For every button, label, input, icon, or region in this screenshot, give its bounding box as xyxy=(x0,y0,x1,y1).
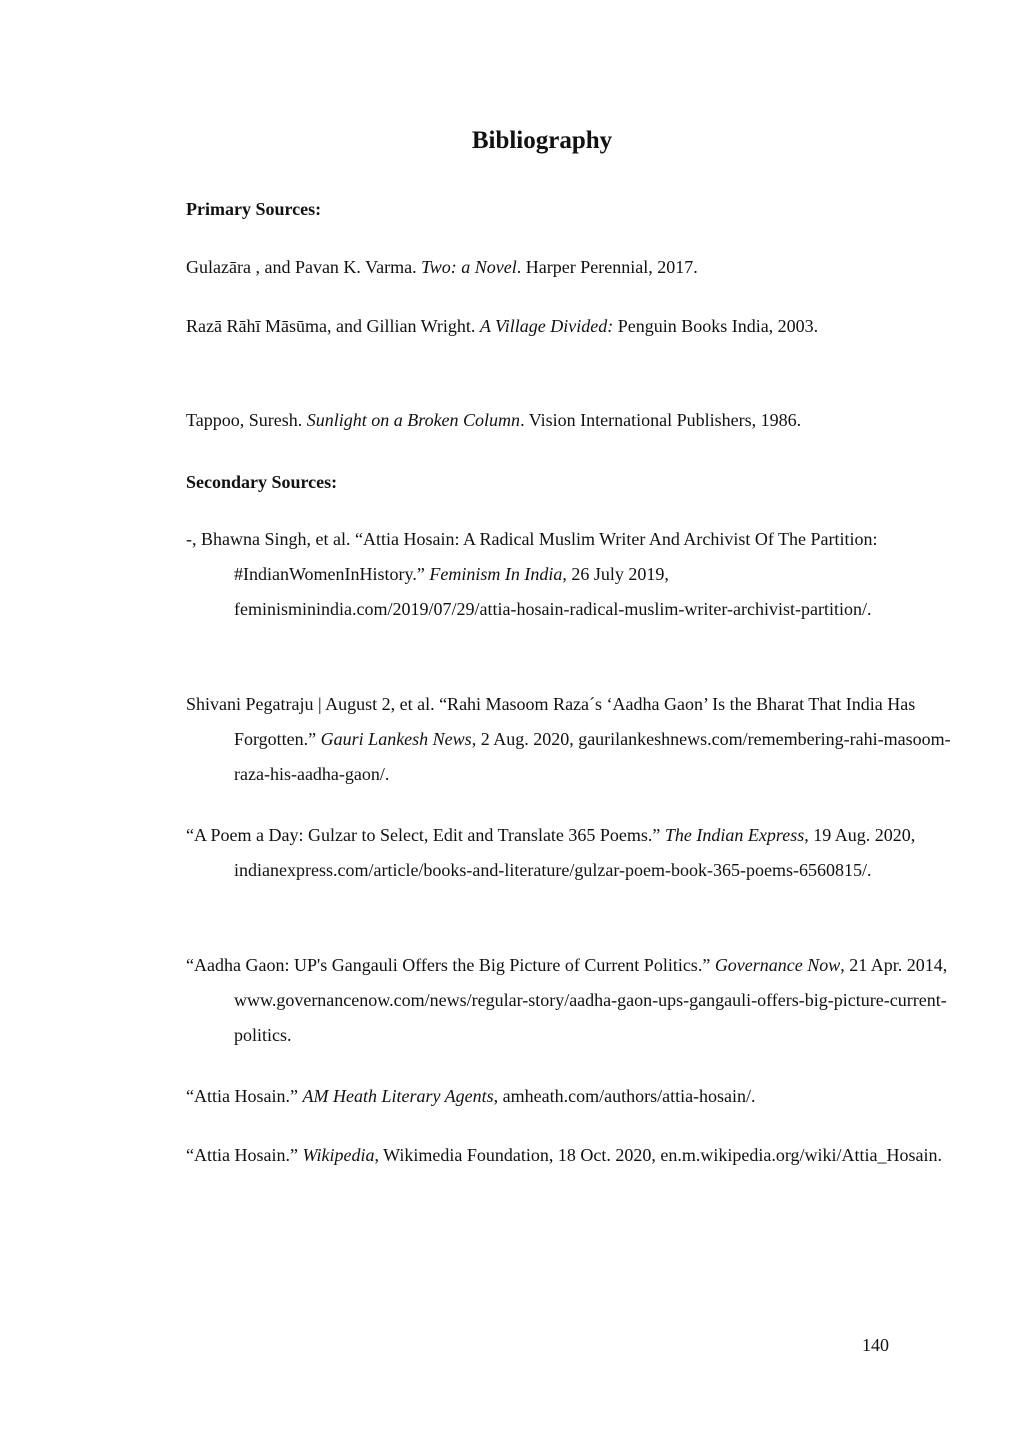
bibliography-entry: “Aadha Gaon: UP's Gangauli Offers the Big Picture of Current Politics.” Governance Now, 21 Apr. 2014, www.governancenow.com/news/regular-story/aadha-gaon-ups-gangauli-offers-big-picture-current-politics. xyxy=(186,955,948,1045)
entry-title: Wikipedia xyxy=(302,1145,375,1165)
entry-title: Gauri Lankesh News xyxy=(320,729,472,749)
bibliography-entry: “A Poem a Day: Gulzar to Select, Edit and Translate 365 Poems.” The Indian Express, 19 Aug. 2020, indianexpress.com/article/books-and-literature/gulzar-poem-book-365-poems-6560815/. xyxy=(186,825,916,880)
entry-title: Governance Now xyxy=(714,955,841,975)
bibliography-entry: Tappoo, Suresh. Sunlight on a Broken Column. Vision International Publishers, 1986. xyxy=(186,410,802,430)
page-title: Bibliography xyxy=(471,127,613,154)
entry-title: The Indian Express xyxy=(664,825,805,845)
bibliography-entry: “Attia Hosain.” Wikipedia, Wikimedia Foundation, 18 Oct. 2020, en.m.wikipedia.org/wiki/Attia_Hosain. xyxy=(186,1145,942,1165)
bibliography-entry: “Attia Hosain.” AM Heath Literary Agents, amheath.com/authors/attia-hosain/. xyxy=(186,1086,756,1106)
page-number: 140 xyxy=(862,1335,889,1355)
bibliography-entry: Razā Rāhī Māsūma, and Gillian Wright. A Village Divided: Penguin Books India, 2003. xyxy=(186,316,819,336)
bibliography-entry: Gulazāra , and Pavan K. Varma. Two: a Novel. Harper Perennial, 2017. xyxy=(186,257,698,277)
entry-title: Two: a Novel xyxy=(421,257,517,277)
secondary-sources-heading: Secondary Sources: xyxy=(186,472,338,492)
entry-title: AM Heath Literary Agents xyxy=(302,1086,494,1106)
entry-title: A Village Divided: xyxy=(479,316,614,336)
entry-title: Sunlight on a Broken Column xyxy=(306,410,521,430)
primary-sources-heading: Primary Sources: xyxy=(186,199,322,219)
entry-title: Feminism In India xyxy=(429,564,563,584)
bibliography-entry: Shivani Pegatraju | August 2, et al. “Rahi Masoom Raza´s ‘Aadha Gaon’ Is the Bharat That India Has Forgotten.” Gauri Lankesh News, 2 Aug. 2020, gaurilankeshnews.com/remembering-rahi-masoom-raza-his-aadha-gaon/. xyxy=(186,694,951,784)
bibliography-entry: -, Bhawna Singh, et al. “Attia Hosain: A Radical Muslim Writer And Archivist Of The Partition: #IndianWomenInHistory.” Feminism In India, 26 July 2019, feminisminindia.com/2019/07/29/attia-hosain-radical-muslim-writer-archivist-partition/. xyxy=(186,529,878,619)
